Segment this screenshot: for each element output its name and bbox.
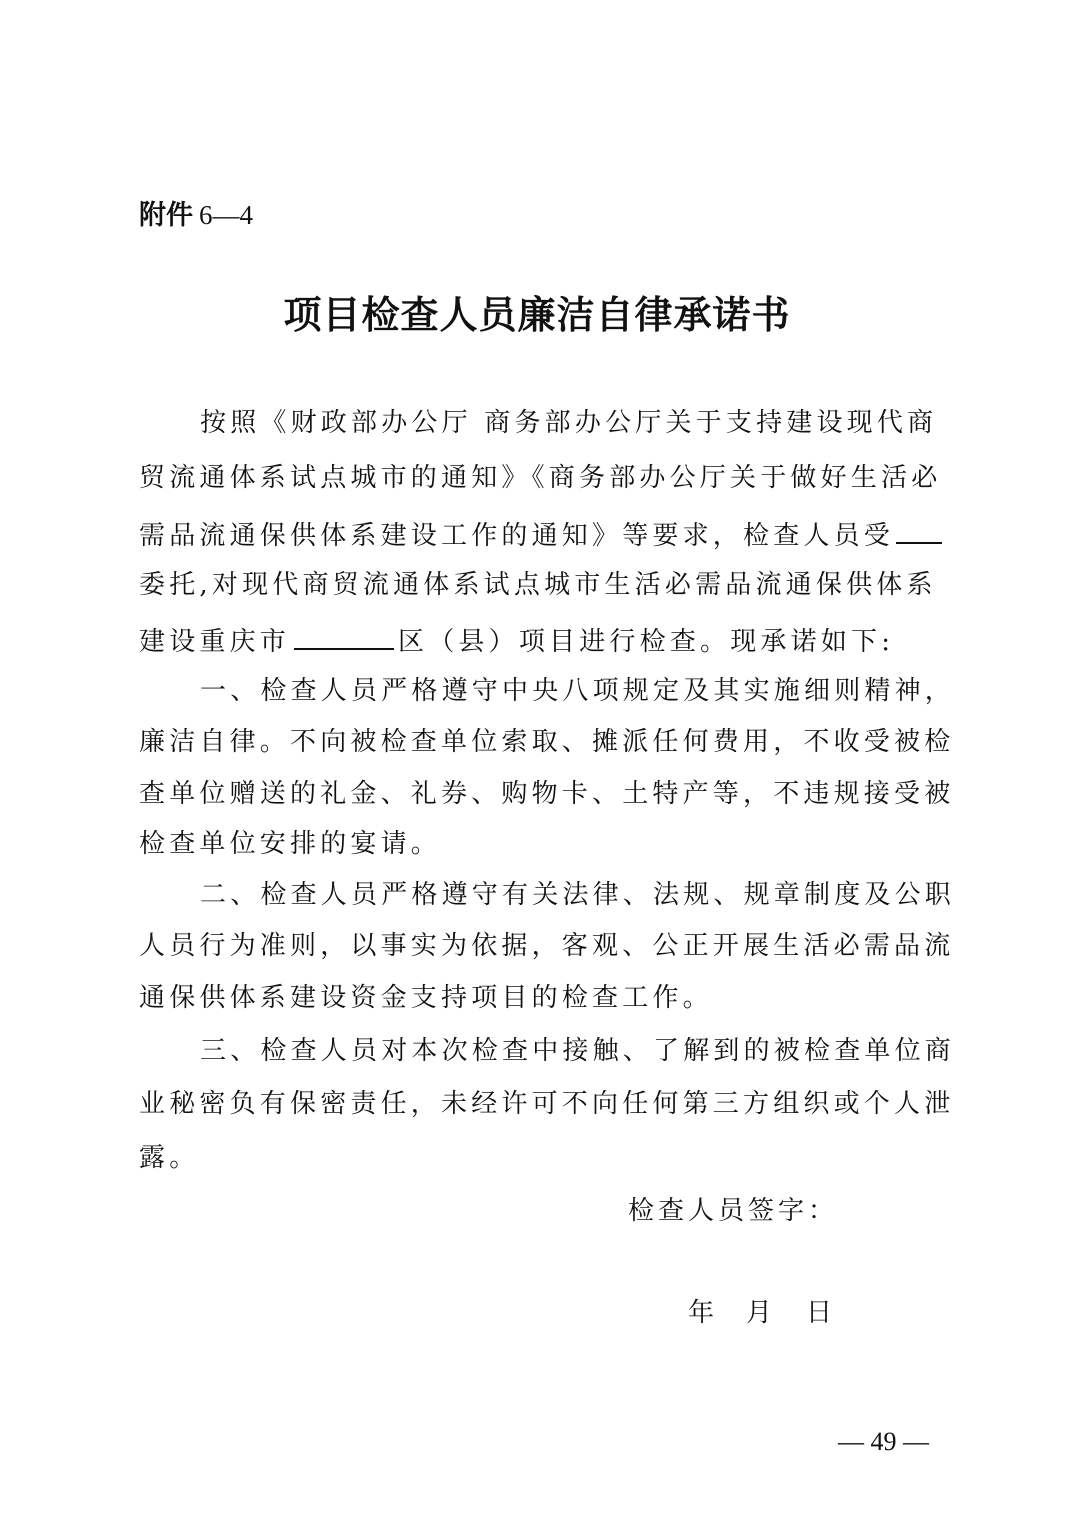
inspector-signature-label: 检查人员签字： [628,1196,839,1226]
intro-line-1: 按照《财政部办公厅 商务部办公厅关于支持建设现代商 [200,408,938,438]
date-year: 年 [688,1298,715,1328]
intro-line-3 [139,514,925,554]
item1-line-1: 一、检查人员严格遵守中央八项规定及其实施细则精神， [200,676,956,706]
item1-line-2: 廉洁自律。不向被检查单位索取、摊派任何费用，不收受被检 [139,727,955,757]
intro-line-3-text: 需品流通保供体系建设工作的通知》等要求，检查人员受 [139,521,895,551]
intro-line-5-start: 建设重庆市 [139,627,291,657]
item1-line-4: 检查单位安排的宴请。 [139,829,442,859]
intro-line-5-end: 区（县）项目进行检查。现承诺如下: [398,627,895,657]
attachment-label-text: 附件 [139,200,193,231]
item3-line-1: 三、检查人员对本次检查中接触、了解到的被检查单位商 [200,1036,956,1066]
item2-line-3: 通保供体系建设资金支持项目的检查工作。 [139,983,713,1013]
intro-line-5 [139,620,925,660]
item3-line-3: 露。 [139,1143,200,1173]
document-title: 项目检查人员廉洁自律承诺书 [283,293,791,337]
date-month: 月 [746,1298,773,1328]
entrusting-party-blank [896,514,942,544]
intro-line-2: 贸流通体系试点城市的通知》《商务部办公厅关于做好生活必 [139,463,942,493]
intro-line-4: 委托,对现代商贸流通体系试点城市生活必需品流通保供体系 [139,570,937,600]
district-blank [294,620,394,650]
item2-line-1: 二、检查人员严格遵守有关法律、法规、规章制度及公职 [200,880,956,910]
date-day: 日 [806,1298,833,1328]
attachment-label [139,197,253,234]
page-number: — 49 — [838,1427,929,1456]
item2-line-2: 人员行为准则，以事实为依据，客观、公正开展生活必需品流 [139,931,955,961]
item1-line-3: 查单位赠送的礼金、礼券、购物卡、土特产等，不违规接受被 [139,779,955,809]
attachment-number: 6—4 [199,200,253,230]
item3-line-2: 业秘密负有保密责任，未经许可不向任何第三方组织或个人泄 [139,1089,955,1119]
